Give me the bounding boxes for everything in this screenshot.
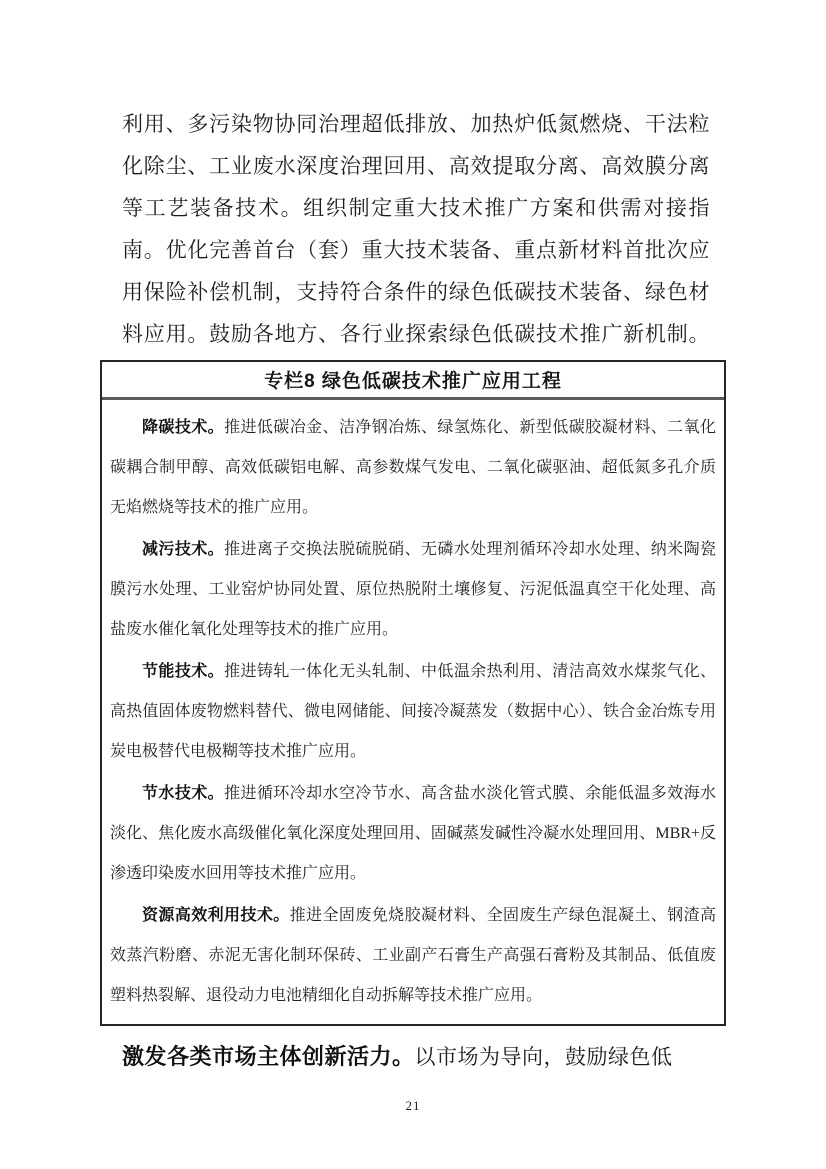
paragraph-text: 推进循环冷却水空冷节水、高含盐水淡化管式膜、余能低温多效海水淡化、焦化废水高级催化氧化深度处理回用、固碱蒸发碱性冷凝水处理回用、MBR+反渗透印染废水回用等技术推广应用。 bbox=[110, 785, 716, 882]
intro-line-3: 等工艺装备技术。组织制定重大技术推广方案和供需对接指 bbox=[122, 196, 710, 220]
intro-paragraph bbox=[122, 103, 710, 355]
intro-line-2: 化除尘、工业废水深度治理回用、高效提取分离、高效膜分离 bbox=[122, 154, 710, 178]
paragraph-lead: 减污技术。 bbox=[142, 541, 225, 558]
paragraph-text: 推进全固废免烧胶凝材料、全固废生产绿色混凝土、钢渣高效蒸汽粉磨、赤泥无害化制环保砖、工业副产石膏生产高强石膏粉及其制品、低值废塑料热裂解、退役动力电池精细化自动拆解等技术推广应用。 bbox=[110, 907, 716, 1004]
feature-box bbox=[100, 360, 726, 1026]
box-paragraph-water-saving bbox=[110, 774, 716, 894]
paragraph-text: 推进低碳冶金、洁净钢冶炼、绿氢炼化、新型低碳胶凝材料、二氧化碳耦合制甲醇、高效低碳铝电解、高参数煤气发电、二氧化碳驱油、超低氮多孔介质无焰燃烧等技术的推广应用。 bbox=[110, 419, 716, 516]
box-paragraph-energy-saving bbox=[110, 652, 716, 772]
intro-line-1: 利用、多污染物协同治理超低排放、加热炉低氮燃烧、干法粒 bbox=[122, 112, 710, 136]
paragraph-lead: 降碳技术。 bbox=[142, 419, 225, 436]
intro-line-5: 用保险补偿机制，支持符合条件的绿色低碳技术装备、绿色材 bbox=[122, 280, 710, 304]
paragraph-lead: 节能技术。 bbox=[142, 663, 225, 680]
paragraph-lead: 资源高效利用技术。 bbox=[142, 907, 290, 924]
feature-box-title: 专栏8 绿色低碳技术推广应用工程 bbox=[102, 362, 724, 400]
box-paragraph-resource-utilization bbox=[110, 896, 716, 1016]
paragraph-lead: 节水技术。 bbox=[142, 785, 225, 802]
intro-line-6: 料应用。鼓励各地方、各行业探索绿色低碳技术推广新机制。 bbox=[122, 322, 710, 346]
paragraph-text: 推进铸轧一体化无头轧制、中低温余热利用、清洁高效水煤浆气化、高热值固体废物燃料替代、微电网储能、间接冷凝蒸发（数据中心）、铁合金冶炼专用炭电极替代电极糊等技术推广应用。 bbox=[110, 663, 716, 760]
closing-text: 以市场为导向，鼓励绿色低 bbox=[414, 1045, 673, 1069]
paragraph-text: 推进离子交换法脱硫脱硝、无磷水处理剂循环冷却水处理、纳米陶瓷膜污水处理、工业窑炉协同处置、原位热脱附土壤修复、污泥低温真空干化处理、高盐废水催化氧化处理等技术的推广应用。 bbox=[110, 541, 716, 638]
closing-paragraph bbox=[122, 1040, 710, 1074]
closing-lead: 激发各类市场主体创新活力。 bbox=[122, 1044, 415, 1069]
feature-box-body bbox=[102, 400, 724, 1024]
box-paragraph-carbon-reduction bbox=[110, 408, 716, 528]
page-number: 21 bbox=[405, 1098, 421, 1113]
intro-line-4: 南。优化完善首台（套）重大技术装备、重点新材料首批次应 bbox=[122, 238, 710, 262]
box-paragraph-pollution-reduction bbox=[110, 530, 716, 650]
